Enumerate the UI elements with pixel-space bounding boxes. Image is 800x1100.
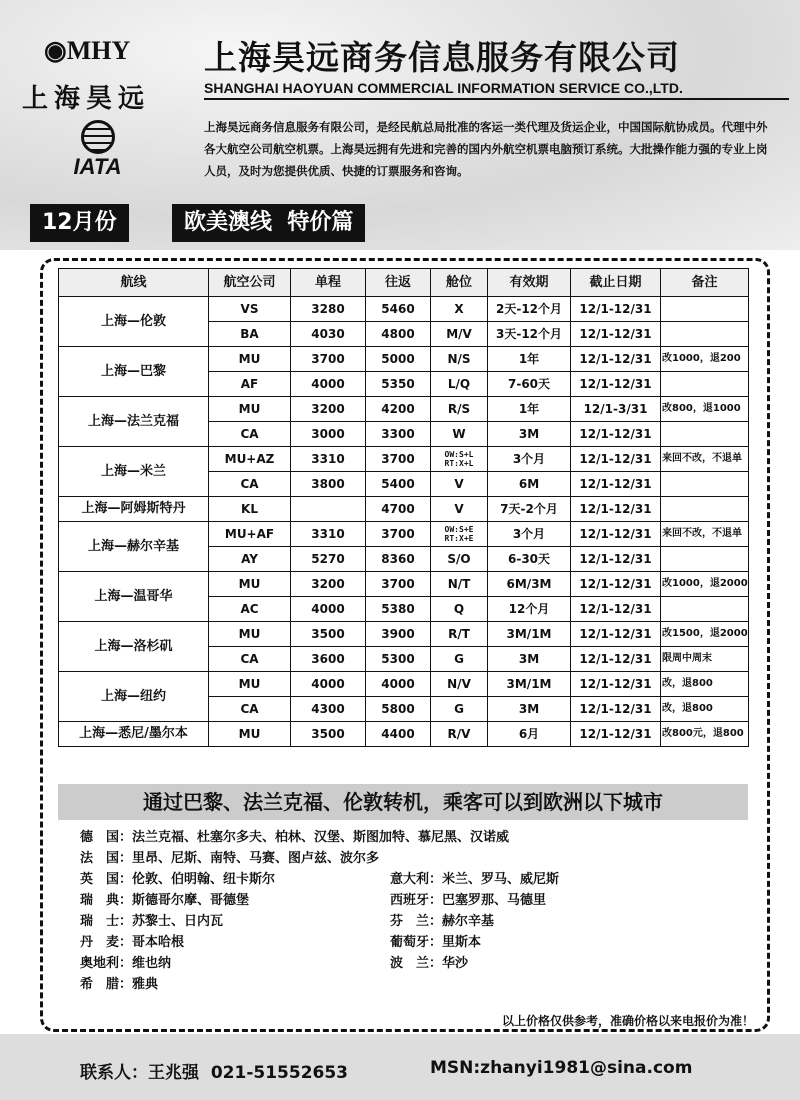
fare-cell: 3700 (366, 522, 431, 547)
iata-logo (60, 120, 135, 180)
month-badge: 12月份 (30, 204, 129, 242)
fare-cell: N/S (431, 347, 488, 372)
fare-cell: 改1000，退200 (661, 347, 749, 372)
column-header: 航线 (59, 269, 209, 297)
fare-cell: MU (209, 672, 291, 697)
fare-cell: G (431, 647, 488, 672)
fare-cell: CA (209, 422, 291, 447)
fare-cell: 3个月 (488, 522, 571, 547)
fare-cell: 2天-12个月 (488, 297, 571, 322)
fare-table (58, 268, 749, 747)
fare-cell: MU+AF (209, 522, 291, 547)
fare-cell: 5380 (366, 597, 431, 622)
fare-cell: 3M/1M (488, 672, 571, 697)
logo-text: MHY (66, 36, 131, 65)
table-header (59, 269, 749, 297)
fare-cell: L/Q (431, 372, 488, 397)
company-intro: 上海昊远商务信息服务有限公司，是经民航总局批准的客运一类代理及货运企业，中国国际航协成员。代理中外各大航空公司航空机票。上海昊远拥有先进和完善的国内外航空机票电脑预订系统。大批操作能力强的专业上岗人员，及时为您提供优质、快捷的订票服务和咨询。 (204, 120, 768, 178)
fare-cell: 3500 (291, 622, 366, 647)
city-row: 英 国：伦敦、伯明翰、纽卡斯尔 (80, 872, 276, 887)
city-row: 希 腊：雅典 (80, 977, 159, 992)
fare-cell: 7-60天 (488, 372, 571, 397)
fare-cell: 12个月 (488, 597, 571, 622)
fare-cell: 3600 (291, 647, 366, 672)
fare-cell: 3M (488, 422, 571, 447)
table-row (59, 522, 749, 547)
fare-cell: 6M (488, 472, 571, 497)
city-row: 意大利：米兰、罗马、威尼斯 (390, 872, 560, 887)
fare-cell: 5350 (366, 372, 431, 397)
fare-cell: 来回不改，不退单 (661, 447, 749, 472)
fare-cell: 4400 (366, 722, 431, 747)
table-row (59, 672, 749, 697)
fare-cell: 1年 (488, 347, 571, 372)
fare-cell: MU (209, 572, 291, 597)
city-row: 葡萄牙：里斯本 (390, 935, 482, 950)
fare-cell: V (431, 472, 488, 497)
iata-text: IATA (73, 154, 122, 179)
fare-cell: 3300 (366, 422, 431, 447)
fare-cell: AF (209, 372, 291, 397)
company-logo: ◉MHY (44, 36, 131, 65)
column-header: 有效期 (488, 269, 571, 297)
fare-cell: 4000 (291, 372, 366, 397)
fare-cell (661, 422, 749, 447)
fare-cell: 来回不改，不退单 (661, 522, 749, 547)
table-row (59, 722, 749, 747)
fare-cell: 3700 (366, 572, 431, 597)
column-header: 截止日期 (571, 269, 661, 297)
fare-cell: MU (209, 722, 291, 747)
fare-cell: S/O (431, 547, 488, 572)
table-row (59, 497, 749, 522)
fare-cell: 3天-12个月 (488, 322, 571, 347)
fare-cell: 3900 (366, 622, 431, 647)
table-row (59, 447, 749, 472)
column-header: 往返 (366, 269, 431, 297)
route-cell: 上海—温哥华 (59, 572, 209, 622)
fare-cell (661, 597, 749, 622)
city-row: 瑞 士：苏黎士、日内瓦 (80, 914, 224, 929)
fare-cell: 12/1-12/31 (571, 497, 661, 522)
fare-cell: R/S (431, 397, 488, 422)
fare-cell: 限周中周末 (661, 647, 749, 672)
fare-cell: 4000 (291, 672, 366, 697)
fare-cell: V (431, 497, 488, 522)
fare-cell: 12/1-12/31 (571, 622, 661, 647)
fare-cell: CA (209, 472, 291, 497)
fare-cell: 4200 (366, 397, 431, 422)
fare-cell: 8360 (366, 547, 431, 572)
fare-cell: BA (209, 322, 291, 347)
route-cell: 上海—阿姆斯特丹 (59, 497, 209, 522)
fare-cell: 3310 (291, 522, 366, 547)
fare-cell: CA (209, 647, 291, 672)
fare-cell: MU (209, 397, 291, 422)
fare-cell (291, 497, 366, 522)
fare-cell: 3000 (291, 422, 366, 447)
fare-cell: 改1000，退2000 (661, 572, 749, 597)
city-row: 丹 麦：哥本哈根 (80, 935, 185, 950)
fare-cell: 4700 (366, 497, 431, 522)
fare-cell: 改800元，退800 (661, 722, 749, 747)
fare-cell: 3个月 (488, 447, 571, 472)
fare-cell: 5270 (291, 547, 366, 572)
fare-cell: 12/1-12/31 (571, 647, 661, 672)
fare-cell: 3280 (291, 297, 366, 322)
fare-cell: KL (209, 497, 291, 522)
fare-cell: 3M (488, 697, 571, 722)
fare-cell: 4030 (291, 322, 366, 347)
city-row: 芬 兰：赫尔辛基 (390, 914, 495, 929)
disclaimer: 以上价格仅供参考，准确价格以来电报价为准！ (501, 1014, 754, 1028)
fare-cell: CA (209, 697, 291, 722)
fare-cell: 6-30天 (488, 547, 571, 572)
fare-cell: AC (209, 597, 291, 622)
fare-cell: OW:S+E RT:X+E (431, 522, 488, 547)
fare-cell: 4000 (291, 597, 366, 622)
route-cell: 上海—法兰克福 (59, 397, 209, 447)
fare-cell: 6M/3M (488, 572, 571, 597)
route-cell: 上海—赫尔辛基 (59, 522, 209, 572)
fare-cell: 5300 (366, 647, 431, 672)
fare-cell: 4300 (291, 697, 366, 722)
fare-cell: 改，退800 (661, 697, 749, 722)
fare-cell: MU+AZ (209, 447, 291, 472)
fare-cell (661, 322, 749, 347)
column-header: 备注 (661, 269, 749, 297)
city-row: 西班牙：巴塞罗那、马德里 (390, 893, 547, 908)
fare-cell: 12/1-12/31 (571, 522, 661, 547)
column-header: 单程 (291, 269, 366, 297)
fare-cell: MU (209, 347, 291, 372)
city-row: 奥地利：维也纳 (80, 956, 172, 971)
fare-cell: 3200 (291, 397, 366, 422)
company-subtitle: SHANGHAI HAOYUAN COMMERCIAL INFORMATION SERVICE CO.,LTD. (204, 80, 789, 100)
fare-cell: 3310 (291, 447, 366, 472)
fare-cell: 12/1-12/31 (571, 597, 661, 622)
fare-cell: 12/1-12/31 (571, 297, 661, 322)
fare-cell: 12/1-12/31 (571, 547, 661, 572)
fare-cell: 12/1-12/31 (571, 372, 661, 397)
city-row: 法 国：里昂、尼斯、南特、马赛、图卢兹、波尔多 (80, 851, 380, 866)
fare-cell: 改800，退1000 (661, 397, 749, 422)
fare-cell (661, 372, 749, 397)
fare-cell: X (431, 297, 488, 322)
fare-cell: 3200 (291, 572, 366, 597)
fare-cell: 3700 (366, 447, 431, 472)
fare-cell: 3M/1M (488, 622, 571, 647)
fare-cell: 4000 (366, 672, 431, 697)
fare-cell: 5000 (366, 347, 431, 372)
column-header: 航空公司 (209, 269, 291, 297)
fare-cell: OW:S+L RT:X+L (431, 447, 488, 472)
fare-cell: 4800 (366, 322, 431, 347)
fare-cell: M/V (431, 322, 488, 347)
table-row (59, 572, 749, 597)
topic-badge: 欧美澳线 特价篇 (172, 204, 365, 242)
company-title: 上海昊远商务信息服务有限公司 (204, 38, 680, 77)
city-row: 瑞 典：斯德哥尔摩、哥德堡 (80, 893, 250, 908)
fare-cell: VS (209, 297, 291, 322)
fare-cell: AY (209, 547, 291, 572)
fare-cell: 12/1-12/31 (571, 422, 661, 447)
fare-cell: 5400 (366, 472, 431, 497)
fare-cell: G (431, 697, 488, 722)
fare-cell: W (431, 422, 488, 447)
transit-banner: 通过巴黎、法兰克福、伦敦转机，乘客可以到欧洲以下城市 (58, 784, 748, 820)
fare-cell: 12/1-12/31 (571, 447, 661, 472)
route-cell: 上海—洛杉矶 (59, 622, 209, 672)
fare-cell: 改，退800 (661, 672, 749, 697)
fare-cell (661, 297, 749, 322)
fare-cell: 6月 (488, 722, 571, 747)
route-cell: 上海—米兰 (59, 447, 209, 497)
fare-cell: 1年 (488, 397, 571, 422)
logo-chinese: 上海昊远 (22, 84, 151, 114)
fare-cell: 3500 (291, 722, 366, 747)
fare-cell: R/T (431, 622, 488, 647)
fare-cell: N/V (431, 672, 488, 697)
fare-cell: 12/1-12/31 (571, 322, 661, 347)
fare-cell: 7天-2个月 (488, 497, 571, 522)
fare-cell: 5460 (366, 297, 431, 322)
fare-cell: 3800 (291, 472, 366, 497)
fare-cell: 5800 (366, 697, 431, 722)
fare-cell: 12/1-12/31 (571, 672, 661, 697)
fare-cell: 3700 (291, 347, 366, 372)
route-cell: 上海—巴黎 (59, 347, 209, 397)
fare-cell: 12/1-12/31 (571, 722, 661, 747)
fare-cell: R/V (431, 722, 488, 747)
fare-cell: 12/1-3/31 (571, 397, 661, 422)
fare-cell: Q (431, 597, 488, 622)
fare-cell: N/T (431, 572, 488, 597)
route-cell: 上海—悉尼/墨尔本 (59, 722, 209, 747)
route-cell: 上海—伦敦 (59, 297, 209, 347)
route-cell: 上海—纽约 (59, 672, 209, 722)
fare-cell: 3M (488, 647, 571, 672)
fare-cell: 12/1-12/31 (571, 347, 661, 372)
table-row (59, 397, 749, 422)
table-row (59, 347, 749, 372)
contact-info: 联系人：王兆强 021-51552653 (80, 1063, 349, 1083)
table-row (59, 622, 749, 647)
fare-cell (661, 472, 749, 497)
fare-cell: 改1500，退2000 (661, 622, 749, 647)
fare-cell (661, 497, 749, 522)
fare-cell: 12/1-12/31 (571, 697, 661, 722)
fare-cell: MU (209, 622, 291, 647)
column-header: 舱位 (431, 269, 488, 297)
fare-cell: 12/1-12/31 (571, 572, 661, 597)
city-row: 德 国：法兰克福、杜塞尔多夫、柏林、汉堡、斯图加特、慕尼黑、汉诺威 (80, 830, 510, 845)
table-row (59, 297, 749, 322)
city-row: 波 兰：华沙 (390, 956, 469, 971)
globe-icon (81, 120, 115, 154)
msn-contact: MSN:zhanyi1981@sina.com (430, 1058, 693, 1078)
fare-cell (661, 547, 749, 572)
fare-cell: 12/1-12/31 (571, 472, 661, 497)
